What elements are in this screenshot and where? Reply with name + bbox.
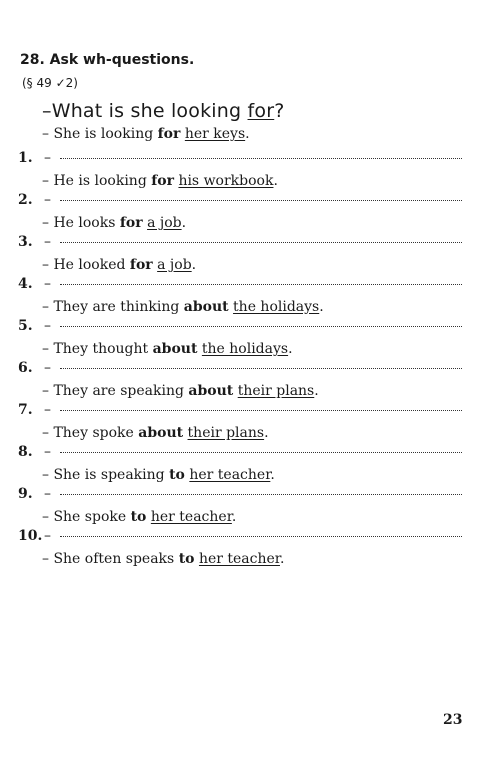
answer-line xyxy=(18,422,462,444)
answer-blank[interactable] xyxy=(60,493,462,495)
answer-period: . xyxy=(181,215,187,231)
answer-preposition: for xyxy=(151,173,174,189)
question-line xyxy=(18,444,462,464)
question-dash: – xyxy=(44,276,51,292)
example-answer-preposition: for xyxy=(157,126,181,142)
answer-object: her teacher xyxy=(150,509,232,525)
answer-period: . xyxy=(273,173,278,189)
answer-object: their plans xyxy=(187,425,265,441)
example-answer xyxy=(42,126,250,142)
exercise-item xyxy=(18,402,462,444)
answer-line xyxy=(18,338,462,360)
item-number: 4. xyxy=(18,276,33,292)
answer-blank[interactable] xyxy=(60,451,462,453)
answer-preposition: to xyxy=(178,551,195,567)
answer-text: – They thought xyxy=(42,341,153,357)
answer-blank[interactable] xyxy=(60,367,462,369)
exercise-item xyxy=(18,318,462,360)
answer-preposition: for xyxy=(129,257,153,273)
answer-object: their plans xyxy=(237,383,315,399)
answer-blank[interactable] xyxy=(60,241,462,243)
answer-period: . xyxy=(270,467,275,483)
example-answer-text: – She is looking xyxy=(42,126,158,142)
example-question xyxy=(42,100,285,122)
answer-preposition: to xyxy=(169,467,185,483)
question-line xyxy=(18,528,462,548)
exercise-item xyxy=(18,444,462,486)
exercise-title: 28. Ask wh-questions. xyxy=(20,52,195,68)
answer-preposition: about xyxy=(188,383,234,399)
answer-preposition: for xyxy=(119,215,143,231)
answer-blank[interactable] xyxy=(60,283,462,285)
grammar-reference: (§ 49 ✓2) xyxy=(22,76,78,90)
answer-line xyxy=(18,254,462,276)
answer-blank[interactable] xyxy=(60,409,462,411)
example-question-keyword: for xyxy=(247,100,275,122)
question-dash: – xyxy=(44,192,51,208)
example-question-dash: – xyxy=(42,100,52,122)
answer-period: . xyxy=(319,299,324,315)
answer-line xyxy=(18,548,462,570)
question-dash: – xyxy=(44,150,51,166)
question-line xyxy=(18,486,462,506)
answer-line xyxy=(18,380,462,402)
answer-line xyxy=(18,464,462,486)
example-question-text: What is she looking xyxy=(51,100,248,122)
answer-preposition: about xyxy=(152,341,198,357)
exercise-item xyxy=(18,486,462,528)
question-line xyxy=(18,318,462,338)
question-dash: – xyxy=(44,444,51,460)
answer-text: – She is speaking xyxy=(42,467,170,483)
question-dash: – xyxy=(44,486,51,502)
example-answer-object: her keys xyxy=(184,126,246,142)
question-line xyxy=(18,276,462,296)
answer-object: her teacher xyxy=(189,467,271,483)
exercise-item xyxy=(18,276,462,318)
answer-object: his workbook xyxy=(178,173,274,189)
answer-period: . xyxy=(314,383,319,399)
answer-line xyxy=(18,212,462,234)
question-line xyxy=(18,402,462,422)
answer-blank[interactable] xyxy=(60,325,462,327)
answer-text: – He looked xyxy=(42,257,130,273)
exercise-item xyxy=(18,360,462,402)
question-dash: – xyxy=(44,234,51,250)
answer-blank[interactable] xyxy=(60,535,462,537)
answer-text: – They are speaking xyxy=(42,383,189,399)
answer-text: – He is looking xyxy=(42,173,152,189)
answer-object: a job xyxy=(147,215,182,231)
exercise-item xyxy=(18,192,462,234)
answer-text: – She often speaks xyxy=(42,551,179,567)
answer-period: . xyxy=(279,551,285,567)
question-line xyxy=(18,150,462,170)
item-number: 8. xyxy=(18,444,33,460)
question-dash: – xyxy=(44,318,51,334)
answer-object: a job xyxy=(157,257,192,273)
item-number: 6. xyxy=(18,360,33,376)
answer-text: – He looks xyxy=(42,215,120,231)
item-number: 10. xyxy=(18,528,43,544)
answer-blank[interactable] xyxy=(60,199,462,201)
answer-blank[interactable] xyxy=(60,157,462,159)
item-number: 9. xyxy=(18,486,33,502)
exercise-item xyxy=(18,528,462,570)
answer-object: the holidays xyxy=(201,341,289,357)
answer-object: her teacher xyxy=(198,551,280,567)
exercise-items xyxy=(18,150,462,570)
answer-period: . xyxy=(191,257,197,273)
example-question-mark: ? xyxy=(274,100,285,122)
question-line xyxy=(18,234,462,254)
answer-period: . xyxy=(288,341,293,357)
answer-preposition: about xyxy=(138,425,184,441)
answer-line xyxy=(18,170,462,192)
answer-text: – She spoke xyxy=(42,509,131,525)
question-dash: – xyxy=(44,528,51,544)
example-answer-period: . xyxy=(245,126,250,142)
answer-preposition: about xyxy=(183,299,229,315)
answer-object: the holidays xyxy=(233,299,320,315)
item-number: 7. xyxy=(18,402,33,418)
question-line xyxy=(18,360,462,380)
exercise-item xyxy=(18,234,462,276)
question-line xyxy=(18,192,462,212)
item-number: 3. xyxy=(18,234,33,250)
answer-period: . xyxy=(264,425,269,441)
answer-text: – They are thinking xyxy=(42,299,184,315)
question-dash: – xyxy=(44,402,51,418)
answer-line xyxy=(18,296,462,318)
answer-period: . xyxy=(231,509,237,525)
answer-preposition: to xyxy=(130,509,147,525)
question-dash: – xyxy=(44,360,51,376)
item-number: 2. xyxy=(18,192,33,208)
item-number: 5. xyxy=(18,318,33,334)
page-number: 23 xyxy=(443,712,463,728)
exercise-item xyxy=(18,150,462,192)
item-number: 1. xyxy=(18,150,33,166)
answer-text: – They spoke xyxy=(42,425,139,441)
answer-line xyxy=(18,506,462,528)
